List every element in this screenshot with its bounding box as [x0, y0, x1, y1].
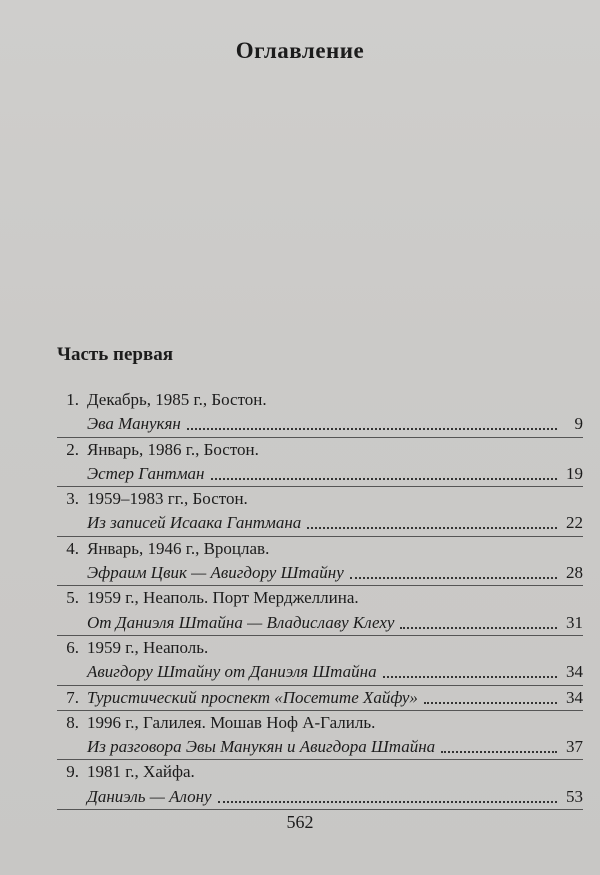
entry-heading: Январь, 1986 г., Бостон.: [87, 439, 259, 459]
entry-page: 34: [566, 662, 583, 682]
dot-leader: [424, 702, 557, 704]
entry-subtitle: Туристический проспект «Посетите Хайфу»: [87, 687, 418, 707]
entry-subtitle: Эфраим Цвик — Авигдору Штайну: [87, 563, 344, 583]
entry-page: 37: [566, 737, 583, 757]
entry-page: 22: [566, 513, 583, 533]
toc-entry-heading: [57, 438, 583, 462]
entry-heading: 1996 г., Галилея. Мошав Ноф А-Галиль.: [87, 712, 376, 732]
toc-entry-sub: [57, 611, 583, 636]
entry-subtitle: Эстер Гантман: [87, 463, 205, 483]
entry-subtitle: Даниэль — Алону: [87, 786, 212, 806]
entry-number: 9.: [66, 762, 79, 782]
toc-entry-heading: [57, 586, 583, 610]
entry-heading: 1959 г., Неаполь.: [87, 637, 209, 657]
entry-heading: Январь, 1946 г., Вроцлав.: [87, 538, 270, 558]
dot-leader: [211, 478, 558, 480]
entry-number: 1.: [66, 390, 79, 409]
entry-number: 5.: [66, 588, 79, 608]
entry-page: 28: [566, 563, 583, 583]
toc-entry-heading: [57, 636, 583, 660]
toc-entry-heading: [57, 388, 583, 412]
entry-subtitle: Из разговора Эвы Манукян и Авигдора Штайна: [87, 737, 436, 757]
dot-leader: [218, 801, 557, 803]
part-title: Часть первая: [57, 344, 173, 365]
dot-leader: [400, 627, 557, 629]
entry-number: 4.: [66, 538, 79, 558]
entry-heading: 1959–1983 гг., Бостон.: [87, 489, 248, 509]
table-of-contents: [57, 388, 583, 810]
dot-leader: [441, 751, 557, 753]
toc-entry-sub: [57, 660, 583, 685]
entry-page: 34: [566, 687, 583, 707]
entry-number: 8.: [66, 712, 79, 732]
toc-entry-heading: [57, 537, 583, 561]
toc-entry-heading: [57, 760, 583, 784]
entry-subtitle: Эва Манукян: [87, 414, 181, 434]
toc-entry-sub: [57, 561, 583, 586]
dot-leader: [187, 428, 557, 430]
entry-heading: 1981 г., Хайфа.: [87, 762, 195, 782]
page-number: 562: [286, 812, 314, 832]
dot-leader: [383, 676, 557, 678]
entry-page: 53: [566, 786, 583, 806]
entry-page: 9: [574, 414, 583, 434]
toc-entry-heading: [57, 711, 583, 735]
toc-entry-sub: [57, 462, 583, 487]
entry-subtitle: От Даниэля Штайна — Владиславу Клеху: [87, 612, 395, 632]
entry-subtitle: Из записей Исаака Гантмана: [87, 513, 302, 533]
entry-heading: Декабрь, 1985 г., Бостон.: [87, 390, 267, 409]
dot-leader: [350, 577, 557, 579]
entry-number: 2.: [66, 439, 79, 459]
page-title: Оглавление: [235, 38, 365, 63]
entry-number: 6.: [66, 637, 79, 657]
entry-subtitle: Авигдору Штайну от Даниэля Штайна: [87, 662, 377, 682]
toc-entry-sub: [57, 511, 583, 536]
toc-entry-sub: [57, 785, 583, 810]
entry-number: 3.: [66, 489, 79, 509]
entry-page: 19: [566, 463, 583, 483]
dot-leader: [307, 527, 557, 529]
entry-heading: 1959 г., Неаполь. Порт Мерджеллина.: [87, 588, 359, 608]
toc-entry-single: [57, 686, 583, 711]
toc-entry-sub: [57, 735, 583, 760]
toc-entry-sub: [57, 412, 583, 437]
entry-page: 31: [566, 612, 583, 632]
toc-entry-heading: [57, 487, 583, 511]
entry-number: 7.: [66, 687, 79, 707]
